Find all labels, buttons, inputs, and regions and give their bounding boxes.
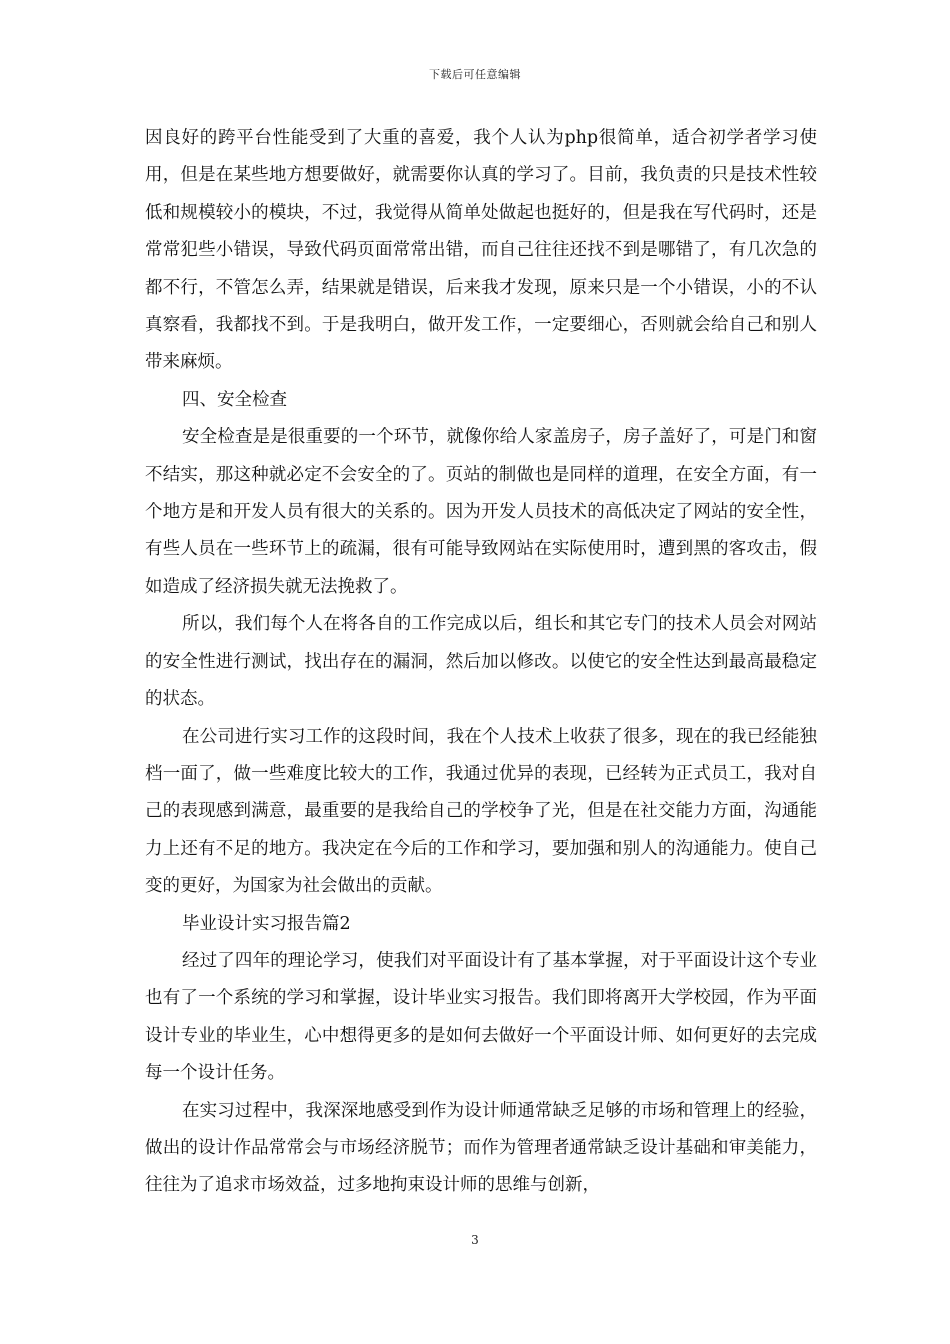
paragraph-security-importance: 安全检查是是很重要的一个环节，就像你给人家盖房子，房子盖好了，可是门和窗不结实，那这种就必定不会安全的了。页站的制做也是同样的道理，在安全方面，有一个地方是和开发人员有很大的关系的。因为开发人员技术的高低决定了网站的安全性，有些人员在一些环节上的疏漏，很有可能导致网站在实际使用时，遭到黑的客攻击，假如造成了经济损失就无法挽救了。 [145,427,817,597]
page-number: 3 [471,1233,479,1247]
document-body [145,120,817,1205]
paragraph-internship-summary: 在公司进行实习工作的这段时间，我在个人技术上收获了很多，现在的我已经能独档一面了，做一些难度比较大的工作，我通过优异的表现，已经转为正式员工，我对自己的表现感到满意，最重要的是我给自己的学校争了光，但是在社交能力方面，沟通能力上还有不足的地方。我决定在今后的工作和学习，要加强和别人的沟通能力。使自己变的更好，为国家为社会做出的贡献。 [145,726,817,897]
paragraph-design-study: 经过了四年的理论学习，使我们对平面设计有了基本掌握，对于平面设计这个专业也有了一个系统的学习和掌握，设计毕业实习报告。我们即将离开大学校园，作为平面设计专业的毕业生，心中想得更多的是如何去做好一个平面设计师、如何更好的去完成每一个设计任务。 [145,950,817,1084]
page-header: 下载后可任意编辑 [429,68,521,81]
section-heading-report-2: 毕业设计实习报告篇2 [182,913,351,934]
paragraph-design-practice: 在实习过程中，我深深地感受到作为设计师通常缺乏足够的市场和管理上的经验，做出的设计作品常常会与市场经济脱节；而作为管理者通常缺乏设计基础和审美能力，往往为了追求市场效益，过多地拘束设计师的思维与创新， [145,1100,817,1196]
paragraph-security-testing: 所以，我们每个人在将各自的工作完成以后，组长和其它专门的技术人员会对网站的安全性进行测试，找出存在的漏洞，然后加以修改。以使它的安全性达到最高最稳定的状态。 [145,614,817,710]
section-heading-security-check: 四、安全检查 [182,389,287,410]
paragraph-php-learning: 因良好的跨平台性能受到了大重的喜爱，我个人认为php很简单，适合初学者学习使用，但是在某些地方想要做好，就需要你认真的学习了。目前，我负责的只是技术性较低和规模较小的模块，不过，我觉得从简单处做起也挺好的，但是我在写代码时，还是常常犯些小错误，导致代码页面常常出错，而自己往往还找不到是哪错了，有几次急的都不行，不管怎么弄，结果就是错误，后来我才发现，原来只是一个小错误，小的不认真察看，我都找不到。于是我明白，做开发工作，一定要细心，否则就会给自己和别人带来麻烦。 [145,128,817,373]
